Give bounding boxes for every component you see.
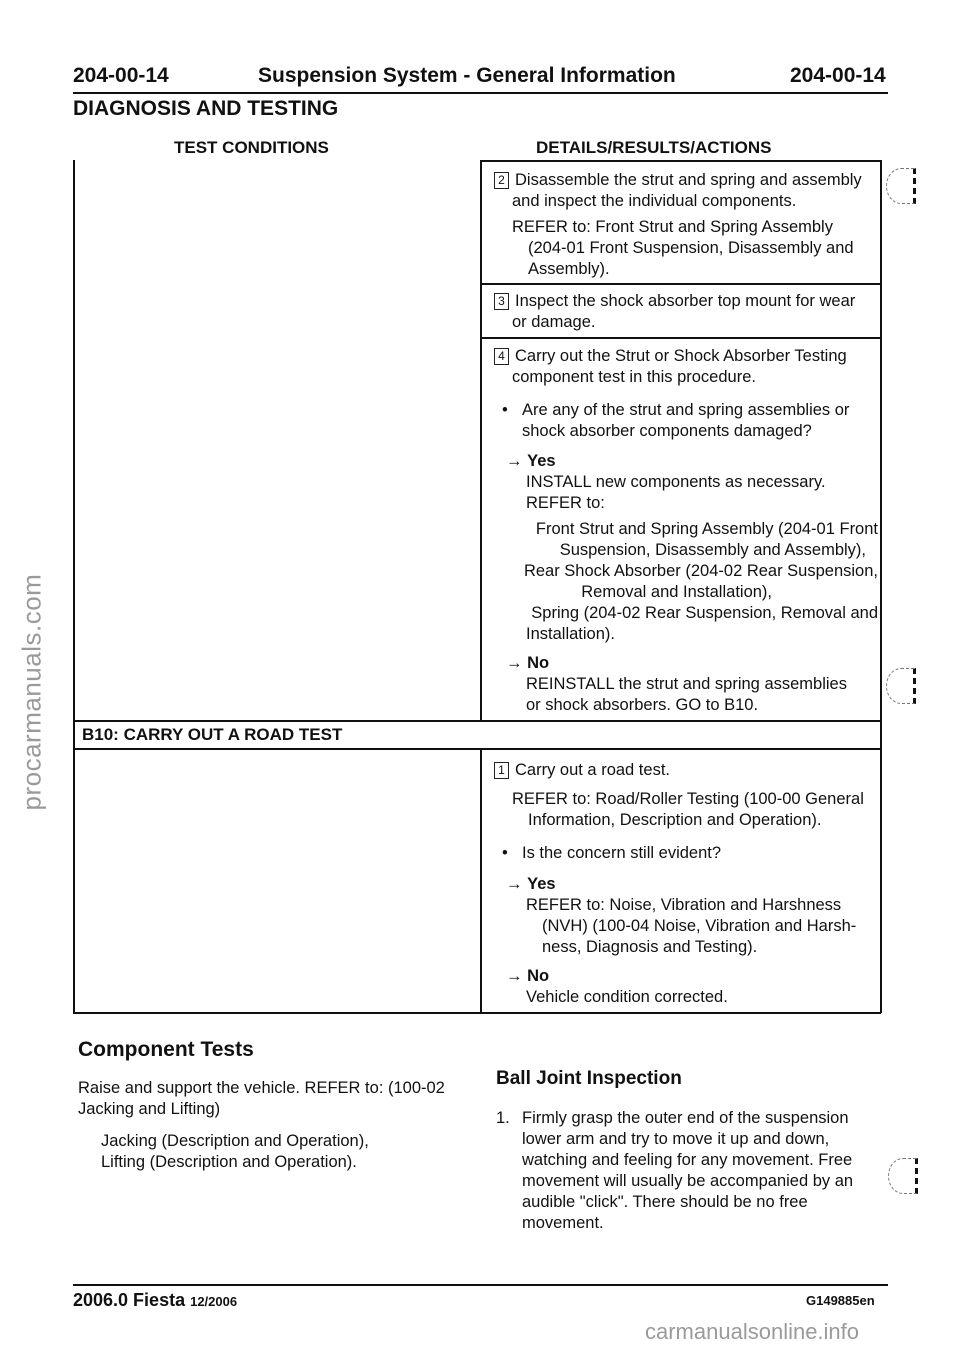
section-title: DIAGNOSIS AND TESTING <box>73 97 339 120</box>
step-3 <box>494 291 884 333</box>
header-code-left: 204-00-14 <box>73 64 169 87</box>
step-2-cont: and inspect the individual components. <box>512 192 797 210</box>
b10-title: B10: CARRY OUT A ROAD TEST <box>82 725 343 744</box>
header-title: Suspension System - General Information <box>258 64 676 87</box>
no-label: No <box>527 654 550 672</box>
ref-line: Jacking (Description and Operation), <box>101 1132 369 1150</box>
ref-line: (204-01 Front Suspension, Disassembly and <box>528 239 854 257</box>
ref-line: Spring (204-02 Rear Suspension, Removal and <box>531 604 878 622</box>
question-line: shock absorber components damaged? <box>522 422 812 440</box>
b10-reference <box>512 789 882 831</box>
b10-step-1-text: Carry out a road test. <box>515 761 670 779</box>
col-header-right: DETAILS/RESULTS/ACTIONS <box>536 138 772 157</box>
margin-hole-mark <box>886 168 916 204</box>
table-middle-border-bottom <box>480 748 482 1013</box>
ref-line: Suspension, Disassembly and Assembly), <box>559 541 866 559</box>
step-4-cont: component test in this procedure. <box>512 368 756 386</box>
step-3-cont: or damage. <box>512 313 596 331</box>
references-a <box>482 519 878 645</box>
col-header-left: TEST CONDITIONS <box>174 138 329 157</box>
bottom-watermark: carmanualsonline.info <box>645 1319 860 1344</box>
item-line: movement. <box>522 1214 604 1232</box>
yes-line: REFER to: Noise, Vibration and Harshness <box>526 896 842 914</box>
question-line: Is the concern still evident? <box>522 844 722 862</box>
step-4 <box>494 346 884 388</box>
header-code-right: 204-00-14 <box>790 64 886 87</box>
ball-joint-item-1 <box>496 1108 896 1234</box>
no-block-a <box>506 653 876 716</box>
arrow-right-icon: → <box>506 654 528 672</box>
component-tests-intro <box>78 1078 478 1120</box>
ref-line: Rear Shock Absorber (204-02 Rear Suspension, <box>523 562 878 580</box>
step-number-3: 3 <box>494 293 509 310</box>
no-line: or shock absorbers. GO to B10. <box>526 696 759 714</box>
yes-line: INSTALL new components as necessary. <box>526 473 826 491</box>
no-line: REINSTALL the strut and spring assemblies <box>526 675 847 693</box>
arrow-right-icon: → <box>506 967 528 985</box>
step-number-4: 4 <box>494 348 509 365</box>
item-number: 1. <box>496 1109 510 1127</box>
intro-line: Jacking and Lifting) <box>78 1100 221 1118</box>
ref-line: Front Strut and Spring Assembly (204-01 Front <box>535 520 878 538</box>
item-line: movement will usually be accompanied by an <box>522 1172 854 1190</box>
yes-label: Yes <box>527 875 556 893</box>
item-line: watching and feeling for any movement. Free <box>522 1151 853 1169</box>
intro-line: Raise and support the vehicle. REFER to: (100-02 <box>78 1079 445 1097</box>
step-2-text: Disassemble the strut and spring and assembly <box>515 171 862 189</box>
ref-line: Assembly). <box>528 260 610 278</box>
yes-label: Yes <box>527 452 556 470</box>
b10-yes-block <box>506 874 882 958</box>
step-2 <box>494 170 884 212</box>
b10-step-1 <box>494 760 884 781</box>
yes-line: (NVH) (100-04 Noise, Vibration and Harsh- <box>542 917 857 935</box>
bullet: • <box>502 844 508 862</box>
no-label: No <box>527 967 550 985</box>
question-line: Are any of the strut and spring assemblies or <box>522 401 850 419</box>
ref-line: Removal and Installation), <box>581 583 772 601</box>
component-tests-title: Component Tests <box>78 1038 254 1061</box>
side-watermark: procarmanuals.com <box>16 573 47 811</box>
b10-bottom-rule <box>73 748 881 750</box>
ball-joint-title: Ball Joint Inspection <box>496 1068 682 1089</box>
b10-question <box>502 843 882 864</box>
b10-no-block <box>506 966 876 1008</box>
ref-line: REFER to: Road/Roller Testing (100-00 General <box>512 790 864 808</box>
footer-date: 12/2006 <box>190 1294 238 1309</box>
table-left-border <box>73 160 75 1013</box>
ref-line: REFER to: Front Strut and Spring Assembly <box>512 218 833 236</box>
item-line: audible "click". There should be no free <box>522 1193 808 1211</box>
step-2-reference <box>512 217 882 280</box>
margin-hole-mark <box>886 668 916 704</box>
arrow-right-icon: → <box>506 875 528 893</box>
ref-line: Information, Description and Operation). <box>528 811 822 829</box>
step-number-2: 2 <box>494 172 509 189</box>
question-a <box>502 400 882 442</box>
footer-code: G149885en <box>806 1293 875 1308</box>
item-line: Firmly grasp the outer end of the suspension <box>522 1109 849 1127</box>
arrow-right-icon: → <box>506 452 528 470</box>
footer-model <box>73 1290 237 1311</box>
row-divider-2 <box>480 337 881 339</box>
row-divider-1 <box>480 283 881 285</box>
header-rule <box>73 92 888 94</box>
yes-block-a <box>506 451 876 514</box>
step-4-text: Carry out the Strut or Shock Absorber Testing <box>515 347 847 365</box>
component-tests-refs <box>101 1131 481 1173</box>
yes-line: REFER to: <box>526 494 605 512</box>
footer-rule <box>73 1284 888 1286</box>
footer-model-name: 2006.0 Fiesta <box>73 1290 186 1310</box>
item-line: lower arm and try to move it up and down, <box>522 1130 830 1148</box>
step-3-text: Inspect the shock absorber top mount for wear <box>515 292 856 310</box>
bullet: • <box>502 401 508 419</box>
table-bottom-rule <box>73 1012 881 1014</box>
yes-line: ness, Diagnosis and Testing). <box>542 938 758 956</box>
no-line: Vehicle condition corrected. <box>526 988 728 1006</box>
table-header-rule <box>480 160 881 162</box>
margin-hole-mark <box>888 1158 918 1194</box>
ref-line: Lifting (Description and Operation). <box>101 1153 357 1171</box>
step-number-1: 1 <box>494 762 509 779</box>
ref-line: Installation). <box>526 625 615 643</box>
b10-top-rule <box>73 720 881 722</box>
